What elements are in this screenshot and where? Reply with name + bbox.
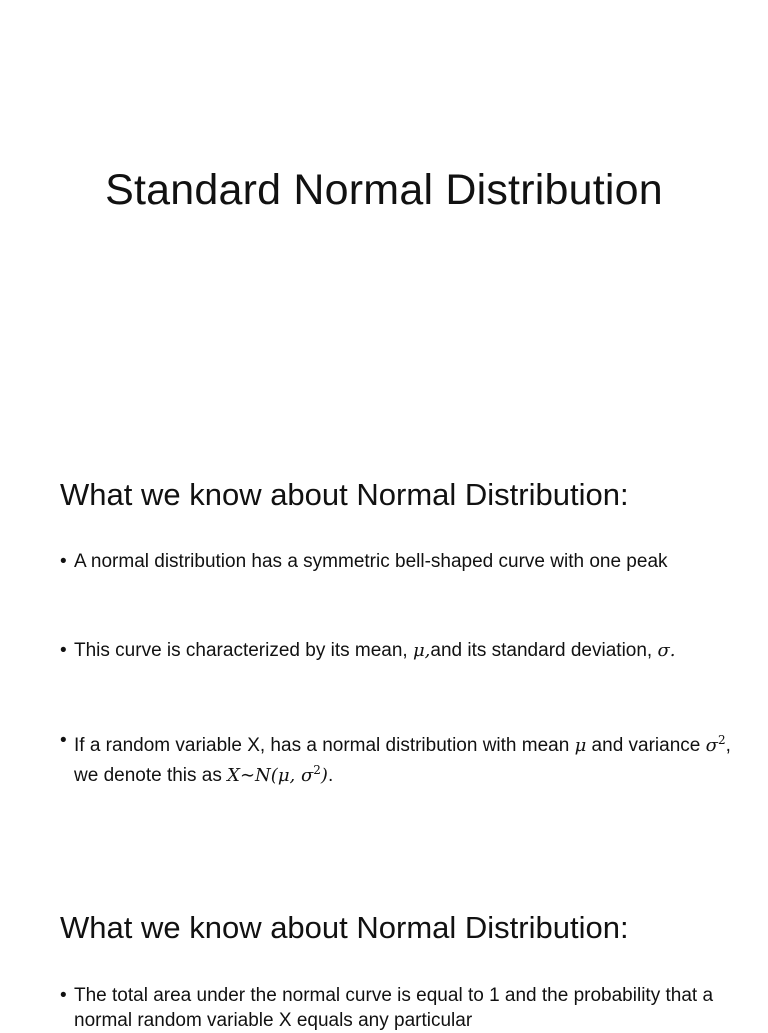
formula-part: X∼N(μ, σ — [227, 765, 314, 786]
section-heading: What we know about Normal Distribution: — [60, 910, 629, 945]
bullet-text: , we denote this as — [74, 735, 731, 786]
bullet-text: The total area under the normal curve is equal to 1 and the probability that a normal random variable X equals any particular — [74, 985, 714, 1031]
bullet-item — [60, 983, 734, 1033]
bullet-text: A normal distribution has a symmetric bell-shaped curve with one peak — [74, 551, 668, 572]
slide-title: Standard Normal Distribution — [105, 166, 663, 214]
section-heading: What we know about Normal Distribution: — [60, 477, 629, 512]
formula-part: ) — [320, 765, 328, 786]
bullet-item — [60, 549, 734, 574]
bullet-text: This curve is characterized by its mean, — [74, 640, 413, 661]
bullet-text: If a random variable X, has a normal distribution with mean — [74, 735, 575, 756]
math-mu: μ — [574, 735, 587, 756]
math-exponent: 2 — [717, 733, 726, 747]
bullet-text: and its standard deviation, — [430, 640, 658, 661]
math-sigma: σ. — [657, 640, 676, 661]
bullet-item — [60, 638, 734, 663]
math-mu: μ, — [412, 640, 431, 661]
math-exponent: 2 — [313, 763, 321, 777]
math-formula — [227, 765, 328, 786]
bullet-item — [60, 728, 734, 788]
bullet-text: and variance — [586, 735, 706, 756]
math-sigma: σ — [705, 735, 718, 756]
section-normal-distribution-facts-continued — [60, 910, 720, 1031]
math-sigma-squared — [706, 735, 726, 756]
bullet-text: . — [327, 765, 334, 786]
